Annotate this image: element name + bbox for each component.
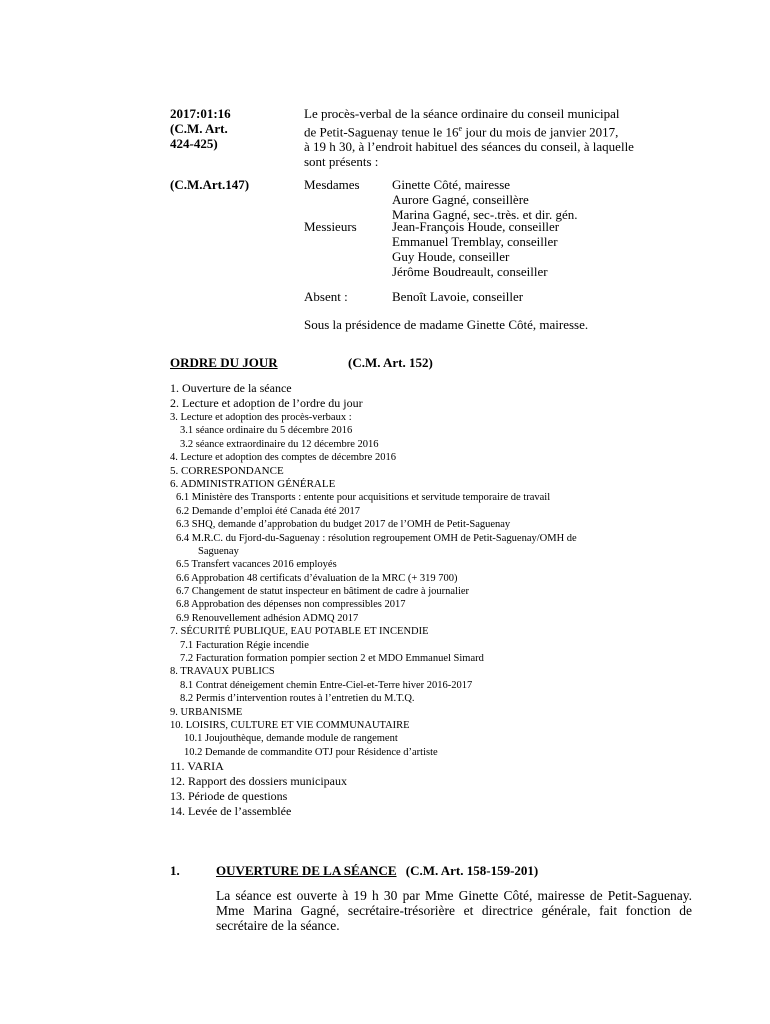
agenda-item: 6.7 Changement de statut inspecteur en bâtiment de cadre à journalier [176, 586, 470, 598]
agenda-item: 7.2 Facturation formation pompier section 2 et MDO Emmanuel Simard [180, 653, 484, 665]
attendee: Jean-François Houde, conseiller [392, 219, 560, 234]
attendee: Guy Houde, conseiller [392, 249, 510, 264]
agenda-item: 1. Ouverture de la séance [170, 381, 292, 395]
agenda-item: 3.2 séance extraordinaire du 12 décembre 2016 [180, 438, 379, 450]
agenda-item: 10.2 Demande de commandite OTJ pour Résidence d’artiste [184, 746, 438, 758]
attendee: Marina Gagné, sec-.très. et dir. gén. [392, 207, 578, 222]
agenda-item: 9. URBANISME [170, 706, 243, 718]
agenda-item: 3.1 séance ordinaire du 5 décembre 2016 [180, 425, 353, 437]
agenda-item: 7. SÉCURITÉ PUBLIQUE, EAU POTABLE ET INCENDIE [170, 626, 429, 638]
attendee: Emmanuel Tremblay, conseiller [392, 234, 558, 249]
label-mesdames: Mesdames [304, 177, 360, 192]
intro-line-2: de Petit-Saguenay tenue le 16e jour du mois de janvier 2017, [304, 124, 619, 140]
agenda-item: 6.8 Approbation des dépenses non compressibles 2017 [176, 599, 406, 611]
absent-member: Benoît Lavoie, conseiller [392, 289, 524, 304]
agenda-item: 7.1 Facturation Régie incendie [180, 639, 309, 651]
agenda-item: 2. Lecture et adoption de l’ordre du jour [170, 396, 363, 410]
resolution-date: 2017:01:16 [170, 106, 231, 121]
presidence-line: Sous la présidence de madame Ginette Côté, mairesse. [304, 317, 589, 332]
agenda-item: 5. CORRESPONDANCE [170, 464, 284, 477]
agenda-item: 6.5 Transfert vacances 2016 employés [176, 559, 337, 571]
intro-line-4: sont présents : [304, 154, 379, 170]
agenda-item: 8. TRAVAUX PUBLICS [170, 666, 275, 678]
agenda-item: 6.1 Ministère des Transports : entente pour acquisitions et servitude temporaire de travail [176, 492, 551, 504]
agenda-item: 4. Lecture et adoption des comptes de décembre 2016 [170, 452, 396, 464]
agenda-item: 6.6 Approbation 48 certificats d’évaluation de la MRC (+ 319 700) [176, 572, 458, 584]
label-absent: Absent : [304, 289, 348, 304]
section-body: La séance est ouverte à 19 h 30 par Mme Ginette Côté, mairesse de Petit-Saguenay. Mme Marina Gagné, secrétaire-trésorière et directrice générale, fait fonction de secrétaire de la séance. [216, 888, 692, 933]
label-messieurs: Messieurs [304, 219, 357, 234]
agenda-item: 6.2 Demande d’emploi été Canada été 2017 [176, 505, 360, 517]
section-title: OUVERTURE DE LA SÉANCE [216, 863, 397, 878]
section-number: 1. [170, 863, 180, 878]
agenda-item: 14. Levée de l’assemblée [170, 804, 292, 819]
attendee: Ginette Côté, mairesse [392, 177, 511, 192]
resolution-ref [170, 106, 231, 151]
agenda-ref: (C.M. Art. 152) [348, 355, 433, 370]
messieurs-list [392, 219, 559, 279]
intro-paragraph [304, 106, 634, 169]
agenda-item: 10.1 Joujouthèque, demande module de rangement [184, 733, 398, 745]
agenda-item: Saguenay [198, 545, 239, 557]
agenda-item: 6.9 Renouvellement adhésion ADMQ 2017 [176, 612, 359, 624]
attendee: Aurore Gagné, conseillère [392, 192, 529, 207]
resolution-article-range: 424-425) [170, 136, 218, 151]
mesdames-list [392, 177, 578, 222]
agenda-item: 13. Période de questions [170, 789, 288, 804]
section-heading [216, 863, 538, 878]
agenda-item: 8.1 Contrat déneigement chemin Entre-Ciel-et-Terre hiver 2016-2017 [180, 679, 473, 691]
agenda-item: 3. Lecture et adoption des procès-verbaux : [170, 412, 352, 423]
agenda-list [170, 381, 577, 819]
section-ref: (C.M. Art. 158-159-201) [405, 863, 539, 878]
agenda-title: ORDRE DU JOUR [170, 355, 278, 370]
attendee: Jérôme Boudreault, conseiller [392, 264, 548, 279]
resolution-article: (C.M. Art. [170, 121, 228, 136]
intro-line-3: à 19 h 30, à l’endroit habituel des séances du conseil, à laquelle [304, 139, 634, 155]
agenda-item: 12. Rapport des dossiers municipaux [170, 774, 347, 789]
agenda-item: 11. VARIA [170, 759, 224, 774]
presence-ref: (C.M.Art.147) [170, 177, 250, 192]
agenda-item: 6. ADMINISTRATION GÉNÉRALE [170, 477, 336, 490]
agenda-item: 6.4 M.R.C. du Fjord-du-Saguenay : résolution regroupement OMH de Petit-Saguenay/OMH de [176, 532, 577, 544]
agenda-item: 8.2 Permis d’intervention routes à l’entretien du M.T.Q. [180, 693, 415, 705]
agenda-item: 10. LOISIRS, CULTURE ET VIE COMMUNAUTAIRE [170, 719, 410, 731]
intro-line-1: Le procès-verbal de la séance ordinaire du conseil municipal [304, 106, 620, 121]
agenda-item: 6.3 SHQ, demande d’approbation du budget 2017 de l’OMH de Petit-Saguenay [176, 519, 511, 531]
